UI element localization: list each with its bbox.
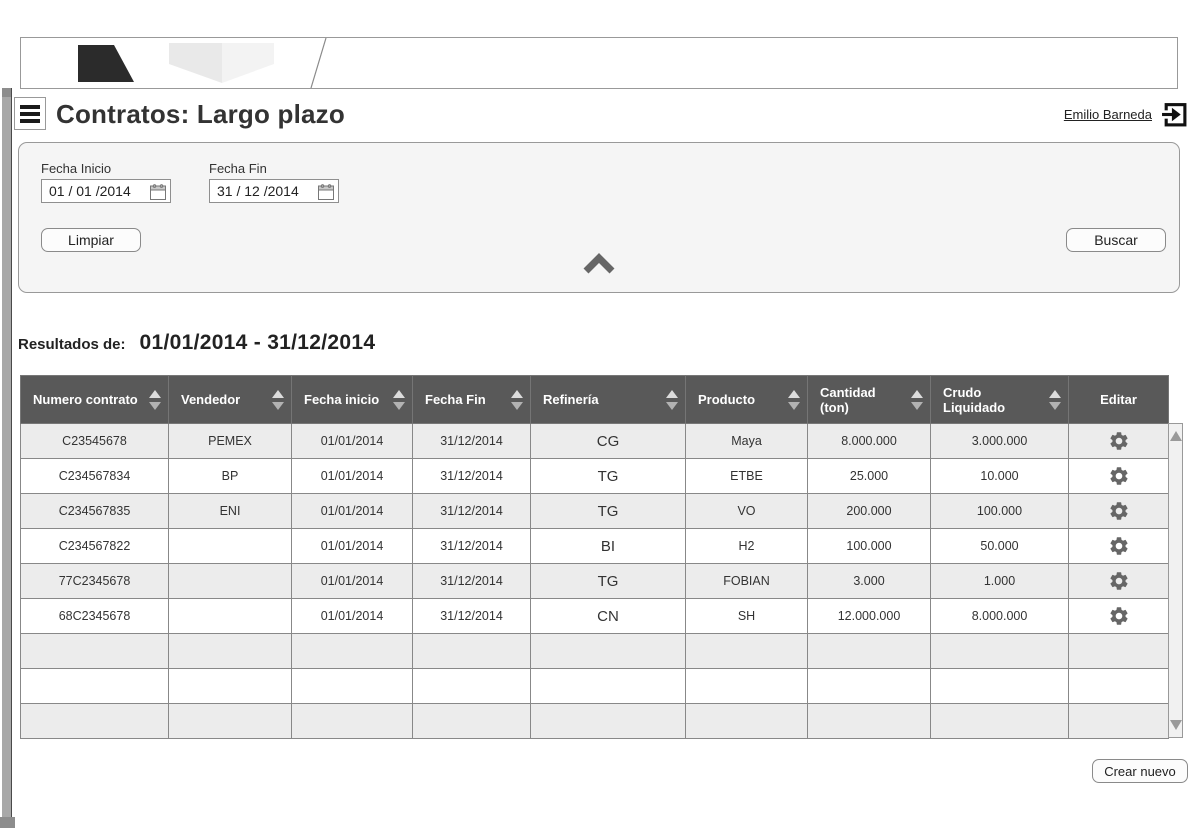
sort-asc-icon[interactable]: [149, 390, 161, 398]
table-cell: [531, 669, 686, 704]
page-scrollbar-bottom-cap[interactable]: [0, 817, 15, 828]
table-cell: [292, 669, 413, 704]
table-cell: 50.000: [931, 529, 1069, 564]
edit-cell[interactable]: [1069, 564, 1169, 599]
table-cell: Maya: [686, 424, 808, 459]
sort-arrows-icon[interactable]: [393, 390, 405, 410]
table-cell: [169, 529, 292, 564]
table-row: [21, 669, 1169, 704]
contracts-table-wrap: [20, 375, 1169, 739]
table-cell: [931, 634, 1069, 669]
page-scrollbar-top-cap[interactable]: [2, 88, 11, 97]
column-header-label: Producto: [698, 392, 756, 407]
column-header-crudo-liquidado[interactable]: [931, 376, 1069, 424]
fecha-inicio-value: 01 / 01 /2014: [49, 183, 131, 199]
table-cell: 10.000: [931, 459, 1069, 494]
column-header-cantidad-ton-[interactable]: [808, 376, 931, 424]
column-header-label: Fecha Fin: [425, 392, 486, 407]
edit-cell[interactable]: [1069, 424, 1169, 459]
user-area: [1064, 101, 1188, 128]
sort-asc-icon[interactable]: [393, 390, 405, 398]
table-cell: 77C2345678: [21, 564, 169, 599]
fecha-inicio-label: Fecha Inicio: [41, 161, 112, 176]
table-cell: C23545678: [21, 424, 169, 459]
banner-divider-line: [311, 38, 326, 88]
table-cell: 68C2345678: [21, 599, 169, 634]
gear-icon[interactable]: [1108, 430, 1130, 452]
edit-cell[interactable]: [1069, 529, 1169, 564]
table-cell: [169, 599, 292, 634]
sort-asc-icon[interactable]: [1049, 390, 1061, 398]
sort-arrows-icon[interactable]: [911, 390, 923, 410]
table-cell: [931, 669, 1069, 704]
table-cell: 01/01/2014: [292, 529, 413, 564]
column-header-label: Editar: [1100, 392, 1137, 407]
table-cell: [169, 564, 292, 599]
gear-icon[interactable]: [1108, 570, 1130, 592]
table-cell: CN: [531, 599, 686, 634]
table-cell: [413, 704, 531, 739]
column-header-label: Refinería: [543, 392, 599, 407]
table-cell: BI: [531, 529, 686, 564]
menu-button[interactable]: [14, 97, 46, 130]
sort-desc-icon[interactable]: [911, 402, 923, 410]
table-cell: 01/01/2014: [292, 564, 413, 599]
table-cell: VO: [686, 494, 808, 529]
sort-desc-icon[interactable]: [511, 402, 523, 410]
logo-black-shape: [78, 45, 134, 82]
table-row: [21, 599, 1169, 634]
table-cell: [413, 669, 531, 704]
logo-gray-shape-right: [222, 43, 274, 83]
edit-cell: [1069, 669, 1169, 704]
column-header-editar: [1069, 376, 1169, 424]
sort-asc-icon[interactable]: [511, 390, 523, 398]
sort-desc-icon[interactable]: [149, 402, 161, 410]
table-cell: [413, 634, 531, 669]
logo-gray-shape-left: [169, 43, 222, 83]
sort-arrows-icon[interactable]: [272, 390, 284, 410]
table-cell: 01/01/2014: [292, 459, 413, 494]
sort-asc-icon[interactable]: [272, 390, 284, 398]
banner-art: [21, 38, 1177, 88]
table-cell: PEMEX: [169, 424, 292, 459]
table-cell: [292, 634, 413, 669]
table-cell: SH: [686, 599, 808, 634]
fecha-fin-label: Fecha Fin: [209, 161, 267, 176]
table-cell: [531, 634, 686, 669]
filter-panel: [18, 142, 1180, 293]
user-link[interactable]: Emilio Barneda: [1063, 107, 1152, 122]
table-cell: 01/01/2014: [292, 494, 413, 529]
edit-cell: [1069, 634, 1169, 669]
table-cell: [808, 704, 931, 739]
column-header-fecha-fin[interactable]: [413, 376, 531, 424]
table-cell: 3.000: [808, 564, 931, 599]
scroll-up-arrow-icon[interactable]: [1170, 431, 1182, 441]
fecha-fin-input[interactable]: [209, 179, 339, 203]
column-header-vendedor[interactable]: [169, 376, 292, 424]
table-cell: [292, 704, 413, 739]
column-header-refiner-a[interactable]: [531, 376, 686, 424]
sort-arrows-icon[interactable]: [788, 390, 800, 410]
table-row: [21, 634, 1169, 669]
table-cell: 31/12/2014: [413, 494, 531, 529]
table-cell: 1.000: [931, 564, 1069, 599]
column-header-label: Numero contrato: [33, 392, 138, 407]
table-cell: 31/12/2014: [413, 424, 531, 459]
table-cell: 200.000: [808, 494, 931, 529]
sort-arrows-icon[interactable]: [511, 390, 523, 410]
table-cell: C234567834: [21, 459, 169, 494]
table-cell: C234567822: [21, 529, 169, 564]
table-cell: [169, 704, 292, 739]
table-cell: CG: [531, 424, 686, 459]
table-cell: 3.000.000: [931, 424, 1069, 459]
table-cell: [169, 669, 292, 704]
table-row: [21, 529, 1169, 564]
crear-nuevo-button[interactable]: Crear nuevo: [1092, 759, 1188, 783]
sort-asc-icon[interactable]: [911, 390, 923, 398]
table-cell: [931, 704, 1069, 739]
table-cell: 31/12/2014: [413, 599, 531, 634]
chevron-up-icon[interactable]: [581, 253, 617, 275]
table-cell: TG: [531, 459, 686, 494]
sort-desc-icon[interactable]: [666, 402, 678, 410]
calendar-icon[interactable]: [150, 183, 166, 200]
table-body: [21, 424, 1169, 739]
calendar-icon[interactable]: [318, 183, 334, 200]
table-row: [21, 494, 1169, 529]
results-label: Resultados de:: [18, 336, 126, 353]
app-banner: [20, 37, 1178, 89]
table-row: [21, 424, 1169, 459]
table-cell: 01/01/2014: [292, 424, 413, 459]
edit-cell: [1069, 704, 1169, 739]
gear-icon[interactable]: [1108, 500, 1130, 522]
hamburger-icon: [20, 105, 40, 109]
table-cell: ENI: [169, 494, 292, 529]
table-cell: [686, 634, 808, 669]
gear-icon[interactable]: [1108, 605, 1130, 627]
table-cell: BP: [169, 459, 292, 494]
logout-icon[interactable]: [1161, 101, 1188, 128]
hamburger-icon: [20, 119, 40, 123]
column-header-numero-contrato[interactable]: [21, 376, 169, 424]
table-cell: 100.000: [808, 529, 931, 564]
page-scrollbar[interactable]: [2, 88, 12, 828]
scroll-down-arrow-icon[interactable]: [1170, 720, 1182, 730]
table-cell: [531, 704, 686, 739]
edit-cell[interactable]: [1069, 459, 1169, 494]
table-cell: 8.000.000: [808, 424, 931, 459]
sort-desc-icon[interactable]: [393, 402, 405, 410]
table-cell: 8.000.000: [931, 599, 1069, 634]
table-cell: 01/01/2014: [292, 599, 413, 634]
sort-desc-icon[interactable]: [272, 402, 284, 410]
table-cell: [808, 669, 931, 704]
table-cell: TG: [531, 494, 686, 529]
table-header-row: [21, 376, 1169, 424]
table-cell: 31/12/2014: [413, 459, 531, 494]
sort-arrows-icon[interactable]: [1049, 390, 1061, 410]
page-title: Contratos: Largo plazo: [56, 99, 345, 129]
fecha-inicio-input[interactable]: [41, 179, 171, 203]
limpiar-button[interactable]: Limpiar: [41, 228, 141, 252]
hamburger-icon: [20, 112, 40, 116]
table-cell: 31/12/2014: [413, 529, 531, 564]
sort-arrows-icon[interactable]: [666, 390, 678, 410]
column-header-label: Crudo Liquidado: [943, 384, 1006, 415]
table-cell: [21, 634, 169, 669]
table-cell: [686, 669, 808, 704]
buscar-button[interactable]: Buscar: [1066, 228, 1166, 252]
gear-icon[interactable]: [1108, 535, 1130, 557]
table-scrollbar[interactable]: [1168, 423, 1183, 738]
table-cell: ETBE: [686, 459, 808, 494]
sort-asc-icon[interactable]: [666, 390, 678, 398]
column-header-label: Cantidad (ton): [820, 384, 876, 415]
column-header-fecha-inicio[interactable]: [292, 376, 413, 424]
table-cell: [686, 704, 808, 739]
sort-asc-icon[interactable]: [788, 390, 800, 398]
column-header-label: Vendedor: [181, 392, 241, 407]
table-cell: 31/12/2014: [413, 564, 531, 599]
edit-cell[interactable]: [1069, 599, 1169, 634]
edit-cell[interactable]: [1069, 494, 1169, 529]
fecha-fin-value: 31 / 12 /2014: [217, 183, 299, 199]
table-cell: 100.000: [931, 494, 1069, 529]
table-cell: [169, 634, 292, 669]
table-cell: [21, 669, 169, 704]
column-header-producto[interactable]: [686, 376, 808, 424]
contracts-table: [20, 375, 1169, 739]
table-cell: FOBIAN: [686, 564, 808, 599]
table-cell: C234567835: [21, 494, 169, 529]
table-row: [21, 564, 1169, 599]
table-row: [21, 459, 1169, 494]
table-cell: [808, 634, 931, 669]
results-heading: [18, 331, 375, 355]
table-cell: H2: [686, 529, 808, 564]
results-date-range: 01/01/2014 - 31/12/2014: [139, 331, 376, 354]
table-row: [21, 704, 1169, 739]
gear-icon[interactable]: [1108, 465, 1130, 487]
table-cell: [21, 704, 169, 739]
table-cell: TG: [531, 564, 686, 599]
sort-desc-icon[interactable]: [788, 402, 800, 410]
sort-desc-icon[interactable]: [1049, 402, 1061, 410]
sort-arrows-icon[interactable]: [149, 390, 161, 410]
table-cell: 12.000.000: [808, 599, 931, 634]
column-header-label: Fecha inicio: [304, 392, 380, 407]
table-cell: 25.000: [808, 459, 931, 494]
